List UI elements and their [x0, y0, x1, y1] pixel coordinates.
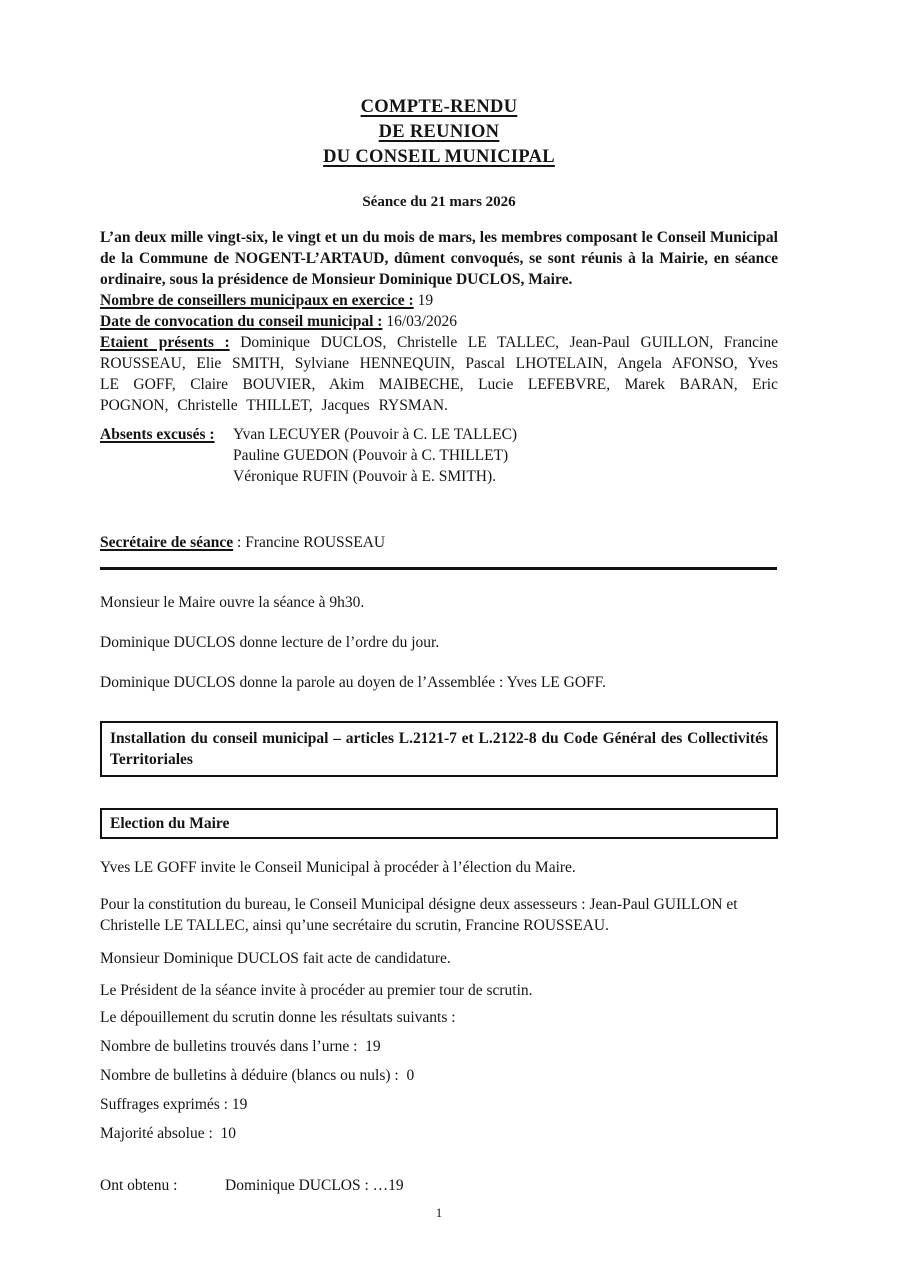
convocation-label: Date de convocation du conseil municipal :: [100, 313, 383, 330]
absents-block: [100, 424, 778, 487]
absent-line: Yvan LECUYER (Pouvoir à C. LE TALLEC): [233, 426, 518, 443]
secretary-line: [100, 532, 778, 553]
intro-paragraph: L’an deux mille vingt-six, le vingt et un du mois de mars, les membres composant le Conseil Municipal de la Commune de NOGENT-L’ARTAUD, dûment convoqués, se sont réunis à la Mairie, en séance ordinaire, sous la présidence de Monsieur Dominique DUCLOS, Maire.: [100, 229, 778, 288]
session-date: Séance du 21 mars 2026: [362, 194, 516, 210]
absents-list: [233, 424, 517, 487]
counsellors-label: Nombre de conseillers municipaux en exercice :: [100, 292, 414, 309]
absent-line: Pauline GUEDON (Pouvoir à C. THILLET): [233, 447, 509, 464]
result-line-bulletins: Nombre de bulletins trouvés dans l’urne : 19: [100, 1038, 381, 1055]
title-line-2: [100, 120, 778, 145]
ont-obtenu-label: Ont obtenu :: [100, 1177, 178, 1194]
installation-title: Installation du conseil municipal – articles L.2121-7 et L.2122-8 du Code Général des Collectivités Territoriales: [110, 730, 768, 768]
title-line-3: [100, 145, 778, 170]
absents-label: [100, 424, 233, 487]
result-line-majorite: Majorité absolue : 10: [100, 1125, 237, 1142]
paragraph-lecture: Dominique DUCLOS donne lecture de l’ordre du jour.: [100, 634, 440, 651]
line-invite: Yves LE GOFF invite le Conseil Municipal à procéder à l’élection du Maire.: [100, 859, 576, 876]
paragraph-opening: Monsieur le Maire ouvre la séance à 9h30.: [100, 594, 365, 611]
title-line-1: [100, 95, 778, 120]
page-number: 1: [435, 1205, 443, 1220]
field-convocation: [100, 311, 778, 332]
counsellors-value: 19: [417, 292, 434, 309]
absents-label-text: Absents excusés :: [100, 426, 215, 443]
absent-line: Véronique RUFIN (Pouvoir à E. SMITH).: [233, 468, 497, 485]
paragraph-parole: Dominique DUCLOS donne la parole au doyen de l’Assemblée : Yves LE GOFF.: [100, 674, 606, 691]
document-title: [100, 95, 778, 170]
title-line-1-text: COMPTE-RENDU: [360, 97, 518, 117]
field-presents: [100, 332, 778, 416]
secretary-label: Secrétaire de séance: [100, 534, 234, 551]
separator-rule: [100, 567, 777, 570]
section-box-installation: [100, 721, 778, 777]
field-counsellors: [100, 290, 778, 311]
line-bureau: Pour la constitution du bureau, le Conseil Municipal désigne deux assesseurs : Jean-Paul GUILLON et Christelle LE TALLEC, ainsi qu’une secrétaire du scrutin, Francine ROUSSEAU.: [100, 896, 738, 934]
result-line-suffrages: Suffrages exprimés : 19: [100, 1096, 248, 1113]
secretary-value: : Francine ROUSSEAU: [237, 534, 386, 551]
ont-obtenu-value: Dominique DUCLOS : …19: [225, 1177, 404, 1194]
title-line-2-text: DE REUNION: [378, 122, 500, 142]
section-box-election: [100, 808, 778, 839]
line-depouillement: Le dépouillement du scrutin donne les résultats suivants :: [100, 1009, 456, 1026]
presents-value: Dominique DUCLOS, Christelle LE TALLEC, Jean-Paul GUILLON, Francine ROUSSEAU, Elie SMITH, Sylviane HENNEQUIN, Pascal LHOTELAIN, Angela AFONSO, Yves LE GOFF, Claire BOUVIER, Akim MAIBECHE, Lucie LEFEBVRE, Marek BARAN, Eric POGNON, Christelle THILLET, Jacques RYSMAN.: [100, 334, 778, 414]
election-title: Election du Maire: [110, 815, 230, 832]
line-candidature: Monsieur Dominique DUCLOS fait acte de candidature.: [100, 950, 451, 967]
result-line-deduire: Nombre de bulletins à déduire (blancs ou nuls) : 0: [100, 1067, 415, 1084]
line-premier-tour: Le Président de la séance invite à procéder au premier tour de scrutin.: [100, 982, 533, 999]
intro-block: [100, 227, 778, 416]
ont-obtenu-row: [100, 1175, 778, 1196]
presents-label: Etaient présents :: [100, 334, 230, 351]
convocation-value: 16/03/2026: [386, 313, 457, 330]
title-line-3-text: DU CONSEIL MUNICIPAL: [323, 147, 555, 167]
